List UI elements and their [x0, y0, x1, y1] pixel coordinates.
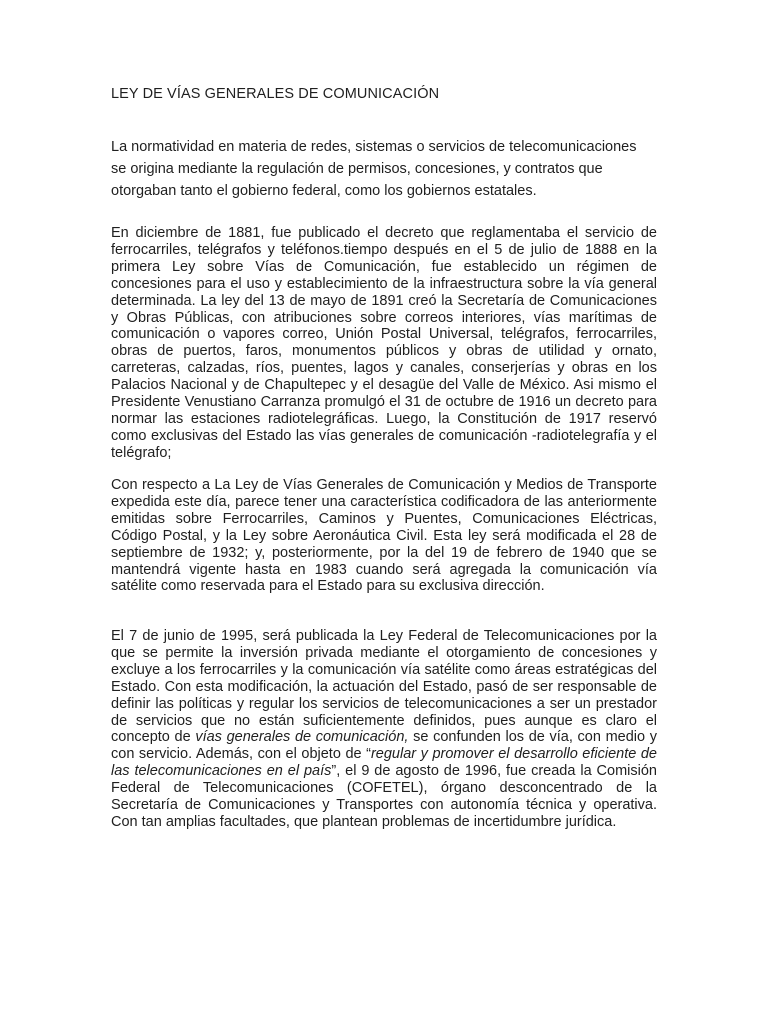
- intro-paragraph: La normatividad en materia de redes, sistemas o servicios de telecomunicaciones se origina mediante la regulación de permisos, concesiones, y contratos que otorgaban tanto el gobierno federal, como los gobiernos estatales.: [111, 139, 637, 199]
- paragraph-ley-federal-telecom: [111, 628, 657, 831]
- paragraph-history: En diciembre de 1881, fue publicado el decreto que reglamentaba el servicio de ferrocarriles, telégrafos y teléfonos.tiempo después en el 5 de julio de 1888 en la primera Ley sobre Vías de Comunicación, fue establecido un régimen de concesiones para el uso y establecimiento de la infraestructura sobre la vía general determinada. La ley del 13 de mayo de 1891 creó la Secretaría de Comunicaciones y Obras Públicas, con atribuciones sobre correos interiores, vías marítimas de comunicación o vapores correo, Unión Postal Universal, telégrafos, ferrocarriles, obras de puertos, faros, monumentos públicos y obras de utilidad y ornato, carreteras, calzadas, ríos, puentes, lagos y canales, conserjerías y obras en los Palacios Nacional y de Chapultepec y el desagüe del Valle de México. Asi mismo el Presidente Venustiano Carranza promulgó el 31 de octubre de 1916 un decreto para normar las estaciones radiotelegráficas. Luego, la Constitución de 1917 reservó como exclusivas del Estado las vías generales de comunicación -radiotelegrafía y el telégrafo;: [111, 225, 657, 461]
- paragraph-ley-vias-generales: Con respecto a La Ley de Vías Generales de Comunicación y Medios de Transporte expedida este día, parece tener una característica codificadora de las anteriormente emitidas sobre Ferrocarriles, Caminos y Puentes, Comunicaciones Eléctricas, Código Postal, y la Ley sobre Aeronáutica Civil. Esta ley será modificada el 28 de septiembre de 1932; y, posteriormente, por la del 19 de febrero de 1940 que se mantendrá vigente hasta en 1983 cuando será agregada la comunicación vía satélite como reservada para el Estado para su exclusiva dirección.: [111, 477, 657, 595]
- italic-quote: regular y promover el desarrollo eficiente de las telecomunicaciones en el país: [111, 746, 657, 780]
- paragraph-text: se confunden los de vía, con medio y con servicio. Además, con el objeto de “: [111, 729, 657, 763]
- document-title: LEY DE VÍAS GENERALES DE COMUNICACIÓN: [111, 86, 440, 102]
- paragraph-text: El 7 de junio de 1995, será publicada la Ley Federal de Telecomunicaciones por la que se permite la inversión privada mediante el otorgamiento de concesiones y excluye a los ferrocarriles y la comunicación vía satélite como áreas estratégicas del Estado. Con esta modificación, la actuación del Estado, pasó de ser responsable de definir las políticas y regular los servicios de telecomunicaciones a ser un prestador de servicios que no están suficientemente definidos, pues aunque es claro el concepto de: [111, 628, 657, 746]
- italic-term: vías generales de comunicación,: [195, 729, 409, 746]
- paragraph-text: ”, el 9 de agosto de 1996, fue creada la Comisión Federal de Telecomunicaciones (COFETEL), órgano desconcentrado de la Secretaría de Comunicaciones y Transportes con autonomía técnica y operativa. Con tan amplias facultades, que plantean problemas de incertidumbre jurídica.: [111, 763, 657, 830]
